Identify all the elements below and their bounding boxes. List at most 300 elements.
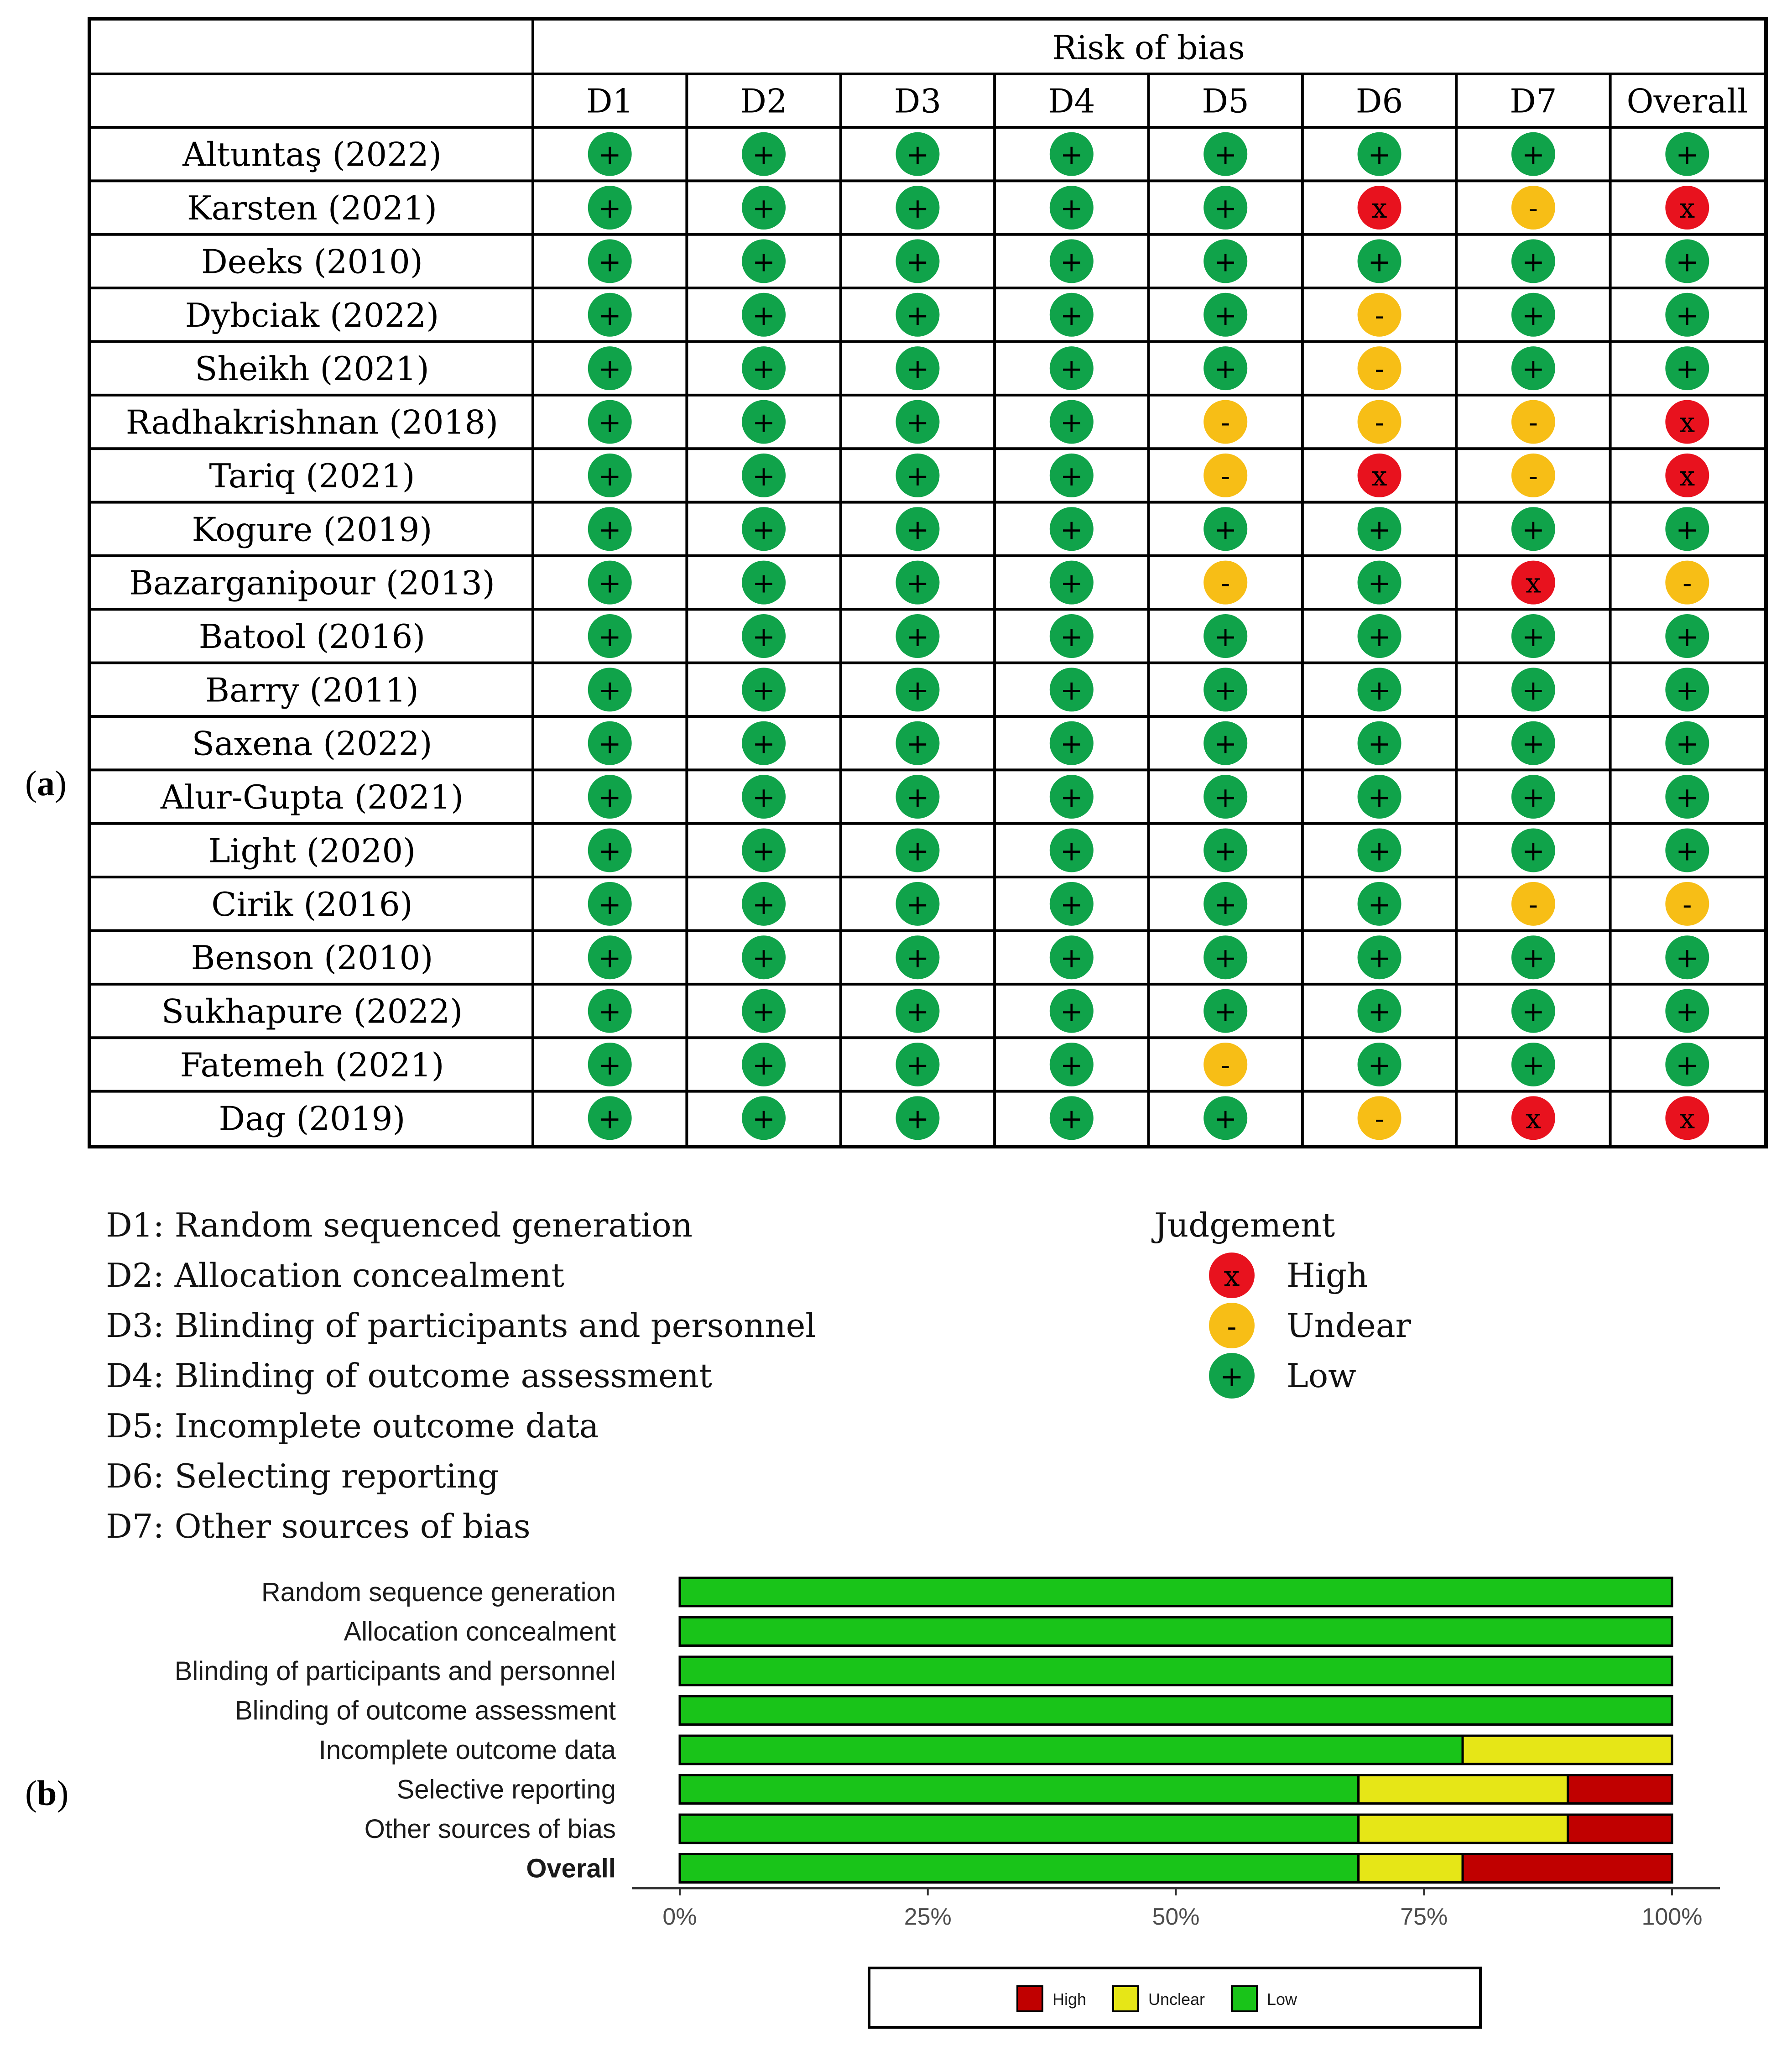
column-header-d2: D2 [740,82,787,120]
judgement-low-icon [742,561,786,605]
svg-text:+: + [1368,728,1391,760]
judgement-low-icon [1050,935,1094,979]
judgement-legend [1154,1200,1412,1401]
svg-text:+: + [1368,246,1391,278]
svg-text:+: + [598,996,621,1028]
judgement-low-icon [1511,668,1555,711]
svg-text:+: + [1060,514,1083,546]
judgement-low-icon [1358,668,1401,711]
judgement-low-icon [1050,828,1094,872]
svg-text:+: + [1060,460,1083,492]
svg-text:+: + [1676,942,1699,975]
judgement-low-icon [742,882,786,926]
judgement-low-icon [1203,668,1247,711]
svg-text:+: + [598,1049,621,1081]
svg-text:+: + [1214,621,1237,653]
svg-text:+: + [906,942,929,975]
judgement-low-icon [1050,882,1094,926]
svg-text:x: x [1224,1259,1240,1293]
svg-text:+: + [906,246,929,278]
svg-text:x: x [1679,460,1695,492]
svg-text:+: + [598,299,621,332]
svg-text:+: + [906,1103,929,1135]
svg-text:+: + [1368,139,1391,171]
svg-text:x: x [1371,460,1387,492]
judgement-unclear-icon [1203,561,1247,605]
svg-text:+: + [906,674,929,707]
judgement-high-icon [1358,454,1401,497]
domain-legend-item: D5: Incomplete outcome data [106,1407,599,1445]
bar-category-label: Overall [526,1853,616,1884]
judgement-unclear-icon [1358,293,1401,337]
judgement-high-icon [1358,186,1401,230]
judgement-low-icon [1358,239,1401,283]
study-name: Karsten (2021) [187,189,438,228]
judgement-low-icon [1050,239,1094,283]
judgement-low-icon [1665,239,1709,283]
judgement-low-icon [588,828,632,872]
svg-text:+: + [1214,996,1237,1028]
svg-text:x: x [1679,193,1695,225]
judgement-low-icon [1203,721,1247,765]
judgement-low-icon [742,132,786,176]
study-name: Alur-Gupta (2021) [160,778,464,817]
svg-text:+: + [1676,514,1699,546]
svg-text:-: - [1221,567,1230,600]
svg-text:+: + [752,674,776,707]
svg-text:-: - [1227,1310,1237,1343]
x-tick-label: 75% [1400,1904,1448,1930]
study-name: Benson (2010) [191,939,433,977]
bar-segment-low [680,1854,1359,1883]
column-header-d5: D5 [1202,82,1249,120]
svg-text:+: + [906,782,929,814]
judgement-low-icon [896,882,939,926]
judgement-low-icon [1511,935,1555,979]
judgement-legend-label: High [1287,1256,1368,1294]
svg-text:+: + [1676,835,1699,867]
judgement-unclear-icon [1203,1043,1247,1086]
judgement-low-icon [896,668,939,711]
svg-text:+: + [906,888,929,921]
svg-text:+: + [752,299,776,332]
column-header-d6: D6 [1355,82,1403,120]
study-name: Sheikh (2021) [195,350,429,388]
svg-text:+: + [752,139,776,171]
judgement-low-icon [1203,293,1247,337]
bar-segment-high [1463,1854,1672,1883]
judgement-low-icon [742,614,786,658]
judgement-low-icon [1050,507,1094,551]
svg-text:+: + [752,1049,776,1081]
judgement-low-icon [742,668,786,711]
svg-text:+: + [752,1103,776,1135]
svg-text:+: + [752,567,776,600]
svg-text:+: + [752,407,776,439]
study-name: Sukhapure (2022) [161,992,463,1031]
study-name: Kogure (2019) [192,510,432,549]
judgement-low-icon [588,346,632,390]
judgement-legend-item-low [1154,1351,1356,1401]
judgement-high-icon [1204,1250,1259,1300]
svg-text:-: - [1683,888,1692,921]
judgement-low-icon [742,828,786,872]
svg-text:+: + [1368,621,1391,653]
judgement-low-icon [1050,614,1094,658]
svg-text:+: + [1368,674,1391,707]
judgement-low-icon [1203,132,1247,176]
svg-text:+: + [1060,139,1083,171]
judgement-low-icon [742,721,786,765]
judgement-high-icon [1511,1096,1555,1140]
judgement-low-icon [896,346,939,390]
svg-text:+: + [1214,246,1237,278]
svg-text:+: + [752,514,776,546]
judgement-low-icon [1511,132,1555,176]
judgement-low-icon [1665,989,1709,1033]
judgement-high-icon [1511,561,1555,605]
svg-text:+: + [1521,621,1545,653]
judgement-unclear-icon [1358,346,1401,390]
judgement-low-icon [1665,721,1709,765]
judgement-unclear-icon [1665,882,1709,926]
chart-legend-item-unclear [1113,1986,1205,2011]
domain-legend-item: D6: Selecting reporting [106,1457,499,1495]
judgement-low-icon [896,989,939,1033]
svg-text:+: + [906,1049,929,1081]
judgement-low-icon [1358,561,1401,605]
judgement-unclear-icon [1204,1300,1259,1351]
judgement-low-icon [1358,614,1401,658]
judgement-low-icon [1203,614,1247,658]
judgement-low-icon [896,775,939,819]
judgement-low-icon [1511,1043,1555,1086]
judgement-low-icon [896,721,939,765]
svg-text:+: + [1060,1049,1083,1081]
svg-text:+: + [1214,353,1237,386]
judgement-low-icon [1203,239,1247,283]
svg-text:+: + [906,139,929,171]
svg-text:-: - [1221,1049,1230,1081]
study-name: Altuntaş (2022) [182,135,442,174]
svg-text:+: + [1368,782,1391,814]
judgement-low-icon [742,346,786,390]
x-tick-label: 100% [1641,1904,1703,1930]
svg-text:+: + [1060,888,1083,921]
judgement-low-icon [588,614,632,658]
judgement-low-icon [896,186,939,230]
svg-text:+: + [1060,1103,1083,1135]
svg-text:Unclear: Unclear [1148,1990,1205,2009]
bar-segment-low [680,1815,1359,1843]
judgement-low-icon [1204,1351,1259,1401]
judgement-unclear-icon [1203,400,1247,444]
domain-legend-item: D3: Blinding of participants and personnel [106,1306,816,1345]
svg-text:+: + [1521,514,1545,546]
svg-text:+: + [752,460,776,492]
svg-text:+: + [1214,299,1237,332]
judgement-low-icon [1050,293,1094,337]
domain-legend-item: D4: Blinding of outcome assessment [106,1357,712,1395]
svg-text:-: - [1528,407,1538,439]
svg-text:+: + [1220,1360,1244,1393]
judgement-low-icon [1358,1043,1401,1086]
judgement-low-icon [1358,935,1401,979]
judgement-low-icon [896,1096,939,1140]
svg-text:+: + [1676,353,1699,386]
svg-text:+: + [598,782,621,814]
judgement-low-icon [588,454,632,497]
judgement-low-icon [742,454,786,497]
judgement-legend-item-unclear [1154,1300,1412,1351]
svg-text:-: - [1221,407,1230,439]
svg-text:+: + [1214,728,1237,760]
svg-text:+: + [1521,1049,1545,1081]
svg-text:+: + [1368,996,1391,1028]
svg-text:+: + [906,407,929,439]
risk-of-bias-header: Risk of bias [1052,28,1245,67]
svg-text:+: + [598,567,621,600]
svg-text:+: + [1060,728,1083,760]
svg-text:+: + [1214,942,1237,975]
judgement-unclear-icon [1358,400,1401,444]
svg-text:+: + [1676,1049,1699,1081]
svg-text:+: + [598,407,621,439]
study-name: Barry (2011) [205,671,419,710]
study-name: Light (2020) [208,831,416,870]
svg-text:+: + [1060,674,1083,707]
svg-text:+: + [906,728,929,760]
svg-text:+: + [598,514,621,546]
judgement-low-icon [742,1096,786,1140]
judgement-legend-label: Low [1287,1357,1356,1395]
bar-segment-low [680,1618,1672,1646]
bar-segment-low [680,1578,1672,1606]
judgement-low-icon [896,293,939,337]
judgement-low-icon [1665,507,1709,551]
judgement-low-icon [742,989,786,1033]
judgement-low-icon [1511,293,1555,337]
judgement-low-icon [742,775,786,819]
judgement-low-icon [1511,507,1555,551]
study-name: Dybciak (2022) [185,296,439,334]
judgement-low-icon [588,132,632,176]
study-name: Bazarganipour (2013) [129,564,495,602]
study-name: Batool (2016) [198,617,426,656]
study-name: Fatemeh (2021) [180,1045,444,1084]
svg-text:+: + [598,942,621,975]
judgement-low-icon [1358,507,1401,551]
svg-text:+: + [598,460,621,492]
judgement-low-icon [588,775,632,819]
judgement-unclear-icon [1203,454,1247,497]
judgement-low-icon [588,1043,632,1086]
svg-text:+: + [906,567,929,600]
judgement-low-icon [1050,400,1094,444]
judgement-low-icon [588,400,632,444]
svg-text:+: + [1521,246,1545,278]
judgement-low-icon [1665,1043,1709,1086]
svg-text:x: x [1371,193,1387,225]
svg-text:+: + [906,621,929,653]
svg-text:+: + [1676,782,1699,814]
svg-text:+: + [1676,299,1699,332]
svg-text:-: - [1375,407,1384,439]
svg-text:+: + [906,514,929,546]
svg-text:+: + [1060,299,1083,332]
judgement-high-icon [1665,454,1709,497]
column-header-d7: D7 [1510,82,1557,120]
svg-text:+: + [752,942,776,975]
judgement-low-icon [896,400,939,444]
judgement-low-icon [742,400,786,444]
judgement-high-icon [1665,186,1709,230]
domain-legend-item: D1: Random sequenced generation [106,1206,693,1244]
svg-text:x: x [1526,1103,1541,1135]
judgement-low-icon [1511,989,1555,1033]
svg-text:+: + [598,139,621,171]
judgement-low-icon [1203,828,1247,872]
judgement-low-icon [1665,346,1709,390]
risk-of-bias-grid [91,21,1764,1145]
bar-segment-high [1568,1775,1672,1804]
judgement-unclear-icon [1511,882,1555,926]
domain-legend-item: D7: Other sources of bias [106,1507,531,1545]
svg-text:+: + [1060,782,1083,814]
svg-text:+: + [1368,567,1391,600]
judgement-low-icon [742,293,786,337]
judgement-low-icon [588,561,632,605]
judgement-low-icon [1050,775,1094,819]
judgement-low-icon [896,614,939,658]
svg-text:+: + [1214,193,1237,225]
judgement-low-icon [588,1096,632,1140]
svg-text:+: + [1060,407,1083,439]
svg-text:+: + [1368,888,1391,921]
judgement-low-icon [896,935,939,979]
judgement-low-icon [1358,775,1401,819]
svg-text:+: + [1676,674,1699,707]
svg-text:Low: Low [1267,1990,1297,2009]
svg-text:+: + [752,728,776,760]
judgement-low-icon [1050,1096,1094,1140]
svg-text:+: + [906,460,929,492]
judgement-low-icon [896,561,939,605]
x-tick-label: 25% [904,1904,952,1930]
svg-text:+: + [598,835,621,867]
judgement-low-icon [1203,1096,1247,1140]
judgement-low-icon [1203,346,1247,390]
bar-category-label: Selective reporting [396,1775,616,1805]
judgement-low-icon [588,293,632,337]
judgement-low-icon [1358,989,1401,1033]
judgement-low-icon [896,239,939,283]
bar-category-label: Incomplete outcome data [318,1735,616,1765]
svg-text:x: x [1679,1103,1695,1135]
svg-text:+: + [906,193,929,225]
svg-text:+: + [1676,621,1699,653]
svg-text:+: + [1060,621,1083,653]
svg-text:+: + [1368,1049,1391,1081]
svg-text:+: + [598,353,621,386]
svg-text:+: + [1521,353,1545,386]
bar-segment-unclear [1359,1854,1463,1883]
bar-segment-low [680,1736,1463,1764]
svg-text:+: + [598,246,621,278]
judgement-low-icon [1665,614,1709,658]
svg-text:+: + [1521,996,1545,1028]
svg-text:+: + [1214,674,1237,707]
judgement-legend-label: Undear [1287,1306,1412,1345]
svg-text:+: + [1214,514,1237,546]
x-tick-label: 0% [662,1904,697,1930]
svg-text:+: + [598,621,621,653]
judgement-low-icon [1511,828,1555,872]
svg-text:-: - [1528,888,1538,921]
judgement-high-icon [1665,400,1709,444]
svg-text:+: + [1060,193,1083,225]
svg-text:+: + [598,674,621,707]
svg-text:-: - [1683,567,1692,600]
summary-bar-chart [0,1551,1792,2046]
judgement-low-icon [1358,721,1401,765]
judgement-low-icon [742,935,786,979]
bar-segment-unclear [1359,1815,1568,1843]
svg-text:+: + [1214,139,1237,171]
judgement-low-icon [588,507,632,551]
svg-text:+: + [1521,782,1545,814]
judgement-low-icon [896,132,939,176]
svg-text:-: - [1528,193,1538,225]
column-header-d4: D4 [1048,82,1095,120]
risk-of-bias-table [88,17,1768,1148]
svg-text:-: - [1221,460,1230,492]
svg-text:-: - [1528,460,1538,492]
bar-segment-low [680,1696,1672,1725]
svg-text:-: - [1375,1103,1384,1135]
svg-text:+: + [1676,246,1699,278]
study-name: Radhakrishnan (2018) [125,403,499,442]
svg-text:+: + [752,888,776,921]
judgement-low-icon [588,668,632,711]
svg-text:+: + [1368,942,1391,975]
judgement-unclear-icon [1358,1096,1401,1140]
judgement-low-icon [1665,935,1709,979]
svg-text:+: + [1060,567,1083,600]
judgement-low-icon [896,454,939,497]
svg-text:+: + [752,353,776,386]
judgement-low-icon [896,828,939,872]
judgement-legend-title: Judgement [1154,1206,1335,1244]
domain-legend-item: D2: Allocation concealment [106,1256,565,1294]
judgement-low-icon [1203,507,1247,551]
column-header-d3: D3 [894,82,942,120]
svg-text:+: + [752,782,776,814]
judgement-low-icon [1050,1043,1094,1086]
judgement-low-icon [1665,668,1709,711]
svg-text:+: + [598,193,621,225]
judgement-low-icon [1203,935,1247,979]
svg-text:+: + [752,835,776,867]
judgement-low-icon [742,239,786,283]
svg-text:+: + [1676,728,1699,760]
judgement-low-icon [742,186,786,230]
svg-text:+: + [598,888,621,921]
judgement-low-icon [1050,186,1094,230]
panel-label-b: (b) [25,1773,69,1813]
svg-text:+: + [1521,299,1545,332]
column-header-d1: D1 [586,82,634,120]
